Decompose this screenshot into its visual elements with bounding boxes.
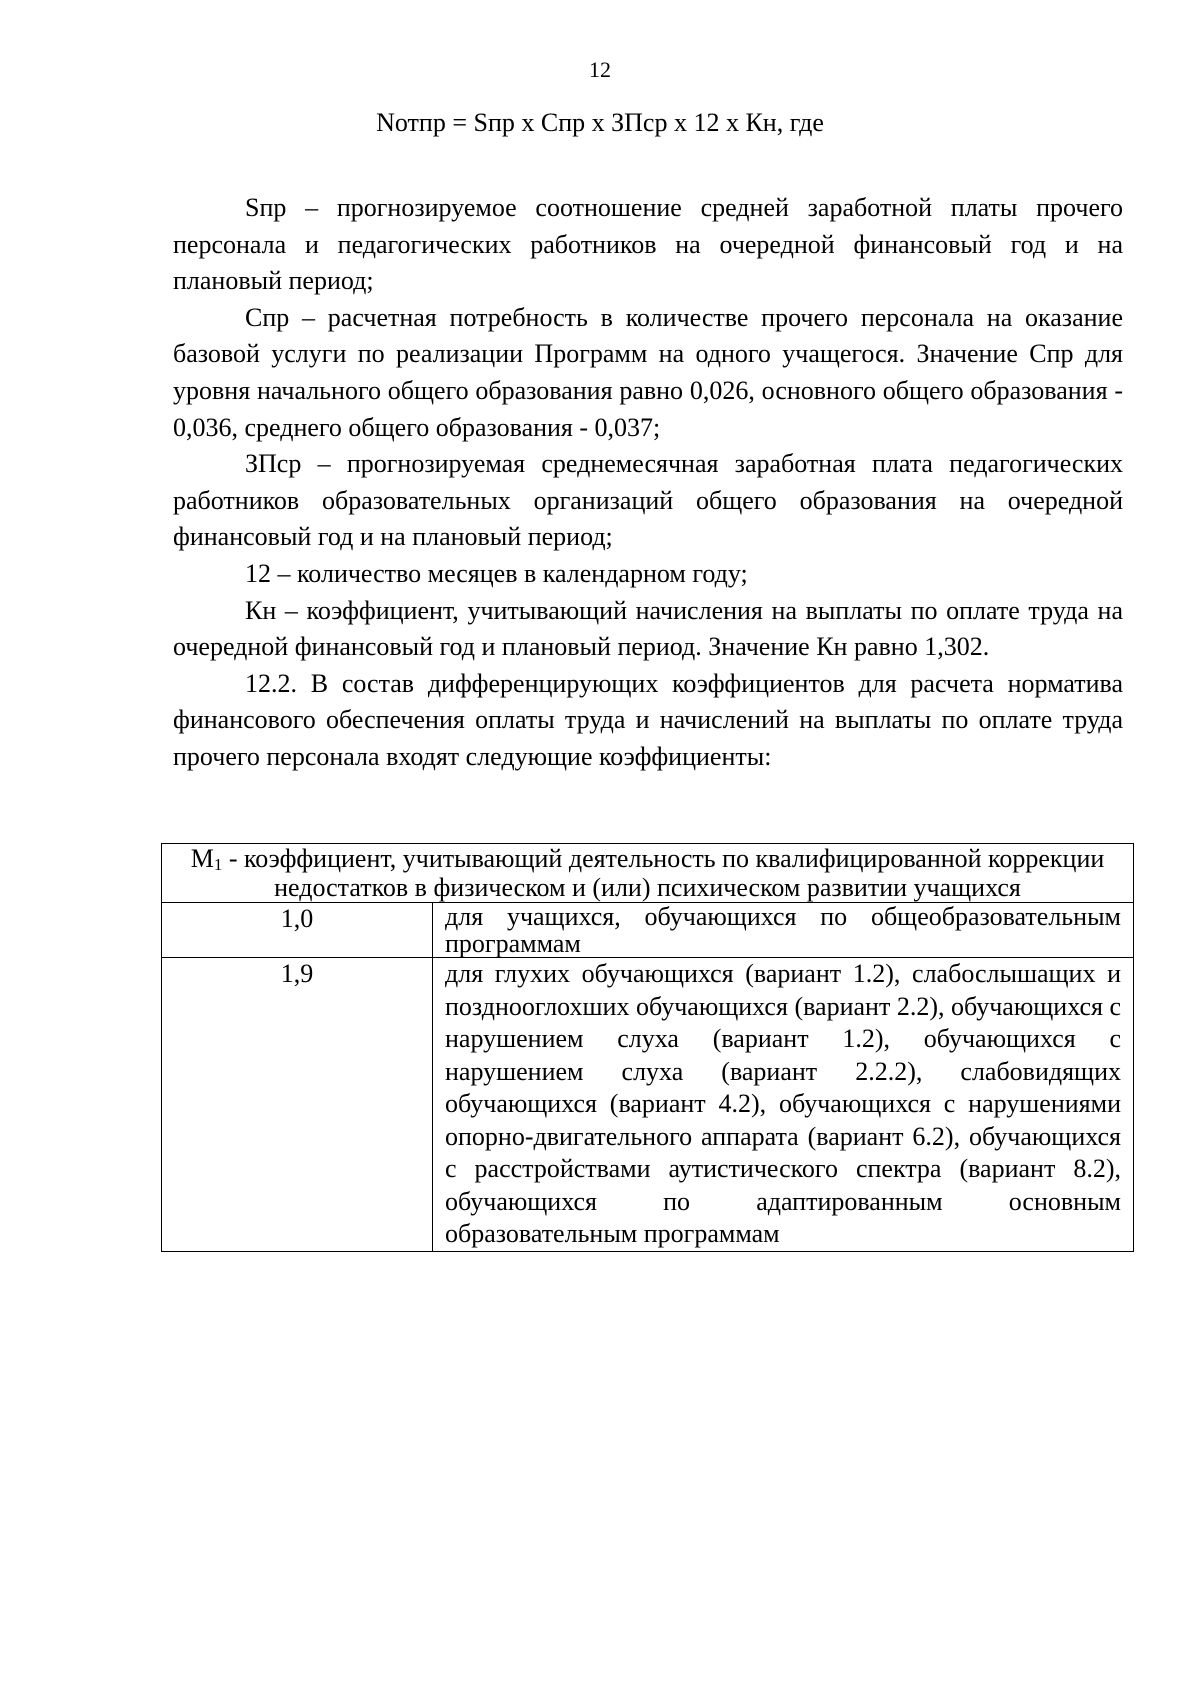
paragraph-kn: Кн – коэффициент, учитывающий начисления на выплаты по оплате труда на очередной финансовый год и плановый период. Значение Кн равно 1,302. [173, 595, 1123, 662]
paragraph-zpsr: ЗПср – прогнозируемая среднемесячная заработная плата педагогических работников образовательных организаций общего образования на очередной финансовый год и на плановый период; [173, 449, 1123, 552]
coefficient-description: для глухих обучающихся (вариант 1.2), слабослышащих и позднооглохших обучающихся (вариант 2.2), обучающихся с нарушением слуха (вариант 1.2), обучающихся с нарушением слуха (вариант 2.2.2), слабовидящих обучающихся (вариант 4.2), обучающихся с нарушениями опорно-двигательного аппарата (вариант 6.2), обучающихся с расстройствами аутистического спектра (вариант 8.2), обучающихся по адаптированным основным образовательным программам [433, 958, 1134, 1252]
paragraph-12-2: 12.2. В состав дифференцирующих коэффициентов для расчета норматива финансового обеспечения оплаты труда и начислений на выплаты по оплате труда прочего персонала входят следующие коэффициенты: [173, 668, 1123, 771]
header-subscript: 1 [213, 855, 223, 874]
page-number: 12 [589, 57, 611, 82]
table-header-row [162, 844, 1134, 903]
header-symbol: M [190, 844, 214, 873]
coefficient-description: для учащихся, обучающихся по общеобразовательным программам [433, 903, 1134, 958]
paragraph-spr-ratio: Sпр – прогнозируемое соотношение средней заработной платы прочего персонала и педагогических работников на очередной финансовый год и на плановый период; [173, 193, 1123, 296]
body-text [173, 190, 1123, 776]
coefficient-value: 1,0 [162, 903, 433, 958]
paragraph-spr-need: Спр – расчетная потребность в количестве прочего персонала на оказание базовой услуги по реализации Программ на одного учащегося. Значение Спр для уровня начального общего образования равно 0,026, основного общего образования - 0,036, среднего общего образования - 0,037; [173, 302, 1123, 442]
coefficient-table [161, 843, 1134, 1252]
coefficient-value: 1,9 [162, 958, 433, 1252]
table-row [162, 958, 1134, 1252]
formula: Nотпр = Sпр x Спр x ЗПср x 12 x Кн, где [376, 108, 824, 137]
paragraph-months: 12 – количество месяцев в календарном году; [245, 558, 748, 588]
table-header-cell [162, 844, 1134, 903]
table-row [162, 903, 1134, 958]
header-text: - коэффициент, учитывающий деятельность по квалифицированной коррекции недостатков в физическом и (или) психическом развитии учащихся [222, 844, 1105, 902]
